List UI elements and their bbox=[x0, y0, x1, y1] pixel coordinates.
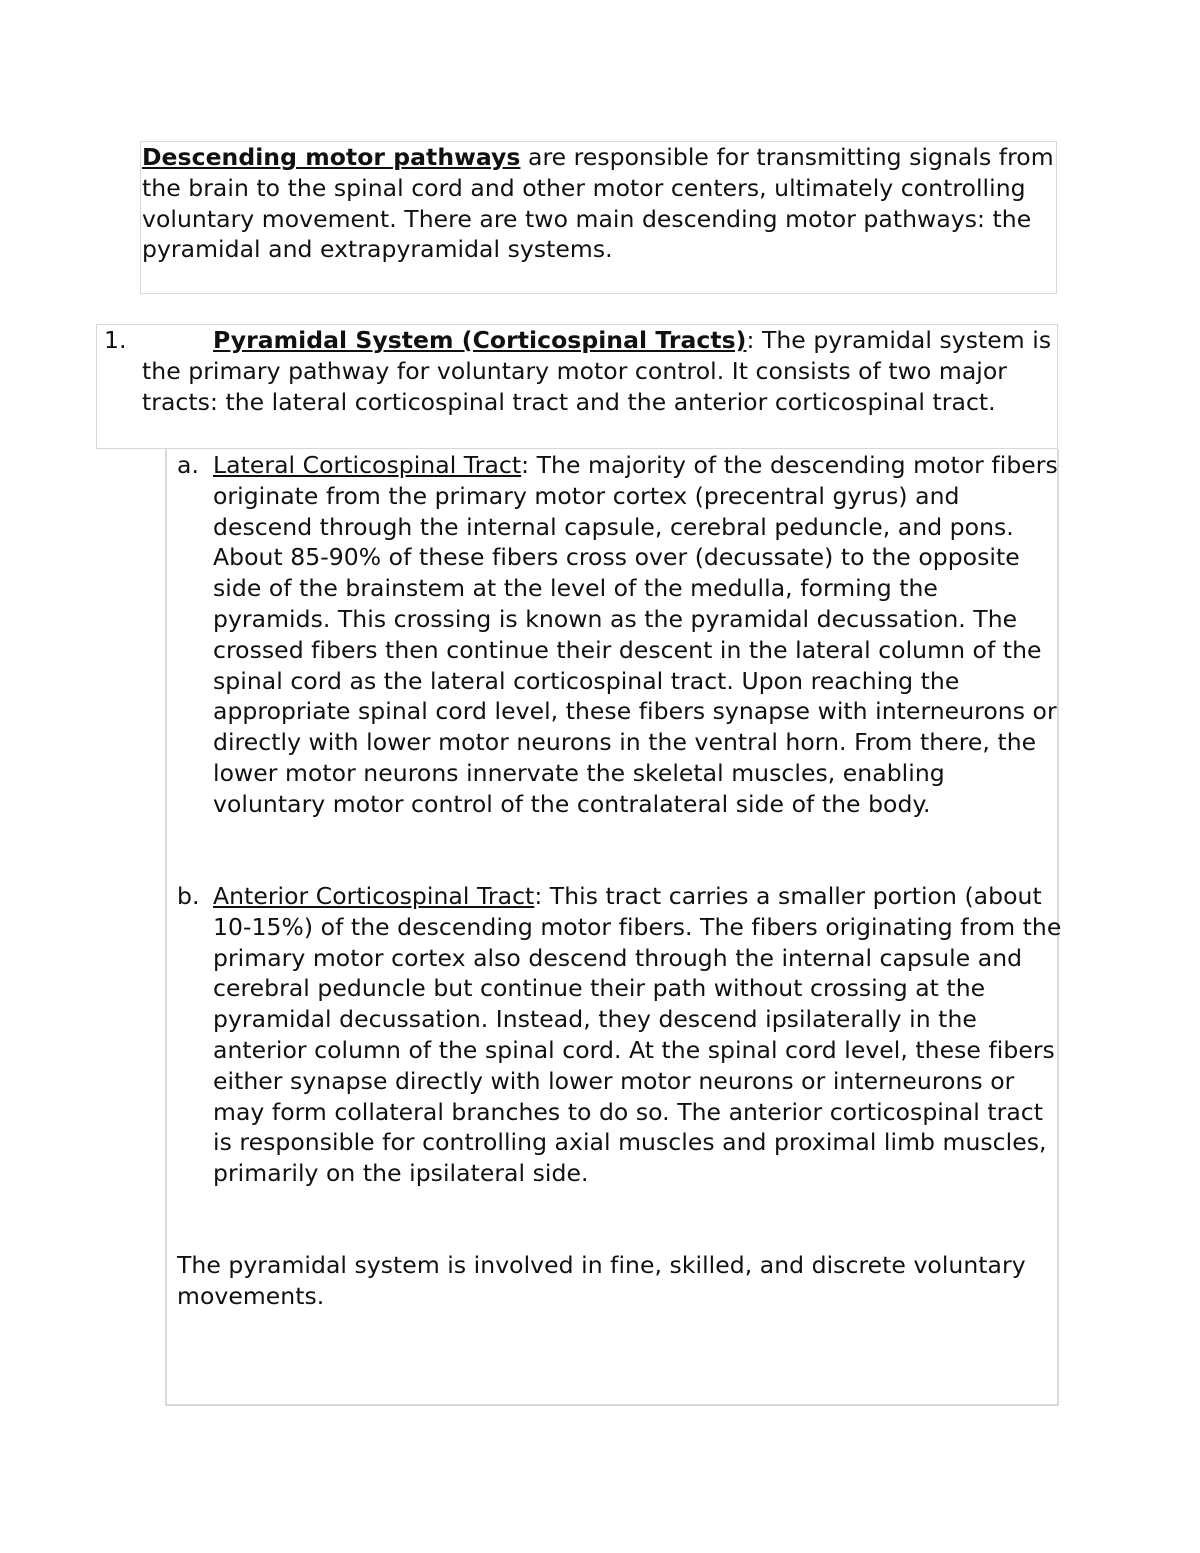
intro-paragraph bbox=[142, 142, 1057, 265]
lateral-tract-body: : The majority of the descending motor fibers originate from the primary motor cortex (precentral gyrus) and descend through the internal capsule, cerebral peduncle, and pons. About 85-90% of these fibers cross over (decussate) to the opposite side of the brainstem at the level of the medulla, forming the pyramids. This crossing is known as the pyramidal decussation. The crossed fibers then continue their descent in the lateral column of the spinal cord as the lateral corticospinal tract. Upon reaching the appropriate spinal cord level, these fibers synapse with interneurons or directly with lower motor neurons in the ventral horn. From there, the lower motor neurons innervate the skeletal muscles, enabling voluntary motor control of the contralateral side of the body. bbox=[213, 451, 1058, 818]
lateral-tract-heading: Lateral Corticospinal Tract bbox=[213, 451, 522, 479]
list-item-body bbox=[213, 450, 1062, 820]
list-marker: b. bbox=[177, 882, 200, 910]
intro-heading: Descending motor pathways bbox=[142, 143, 521, 171]
intro-body: are responsible for transmitting signals from the brain to the spinal cord and other motor centers, ultimately controlling voluntary movement. There are two main descending motor pathways: the pyramidal and extrapyramidal systems. bbox=[142, 143, 1054, 264]
pyramidal-heading: Pyramidal System (Corticospinal Tracts) bbox=[213, 326, 747, 354]
list-number: 1. bbox=[104, 326, 127, 354]
pyramidal-body: : The pyramidal system is the primary pathway for voluntary motor control. It consists of two major tracts: the lateral corticospinal tract and the anterior corticospinal tract. bbox=[142, 326, 1052, 416]
anterior-tract-body: : This tract carries a smaller portion (about 10-15%) of the descending motor fibers. The fibers originating from the primary motor cortex also descend through the internal capsule and cerebral peduncle but continue their path without crossing at the pyramidal decussation. Instead, they descend ipsilaterally in the anterior column of the spinal cord. At the spinal cord level, these fibers either synapse directly with lower motor neurons or interneurons or may form collateral branches to do so. The anterior corticospinal tract is responsible for controlling axial muscles and proximal limb muscles, primarily on the ipsilateral side. bbox=[213, 882, 1062, 1188]
closing-paragraph: The pyramidal system is involved in fine, skilled, and discrete voluntary movements. bbox=[177, 1251, 1026, 1310]
list-marker: a. bbox=[177, 451, 199, 479]
list-item-lateral-tract bbox=[177, 450, 1062, 820]
list-item-body bbox=[213, 881, 1062, 1189]
pyramidal-paragraph bbox=[142, 325, 1057, 417]
list-item-anterior-tract bbox=[177, 881, 1062, 1189]
anterior-tract-heading: Anterior Corticospinal Tract bbox=[213, 882, 535, 910]
